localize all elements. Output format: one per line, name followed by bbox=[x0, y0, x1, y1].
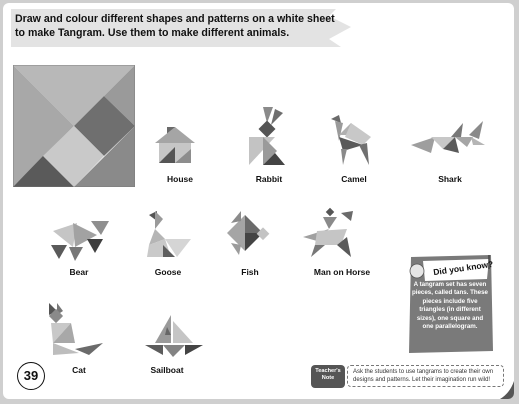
figure-label-goose: Goose bbox=[154, 267, 182, 277]
figure-label-cat: Cat bbox=[72, 365, 86, 375]
figure-label-sailboat: Sailboat bbox=[150, 365, 184, 375]
figure-label-rabbit: Rabbit bbox=[255, 174, 283, 184]
camel-figure bbox=[325, 113, 383, 167]
bear-figure bbox=[47, 217, 113, 263]
figure-label-man-on-horse: Man on Horse bbox=[313, 267, 371, 277]
sailboat-figure bbox=[145, 313, 205, 359]
figure-label-house: House bbox=[167, 174, 193, 184]
did-you-know-text: A tangram set has seven pieces, called tans. These pieces include five triangles (in different sizes), one square and one parallelogram. bbox=[411, 281, 488, 331]
house-figure bbox=[153, 123, 197, 165]
goose-figure bbox=[141, 209, 193, 261]
instruction-text: Draw and colour different shapes and patterns on a white sheet to make Tangram. Use them to make different animals. bbox=[15, 13, 335, 39]
rabbit-figure bbox=[245, 107, 295, 169]
figure-label-shark: Shark bbox=[438, 174, 462, 184]
figure-label-camel: Camel bbox=[341, 174, 367, 184]
page-corner-curl bbox=[500, 381, 514, 399]
page-number: 39 bbox=[17, 362, 45, 390]
shark-figure bbox=[411, 117, 487, 157]
teachers-note-badge: Teacher's Note bbox=[311, 365, 345, 388]
instruction-banner bbox=[11, 9, 351, 47]
worksheet-page bbox=[3, 3, 514, 399]
figure-label-bear: Bear bbox=[69, 267, 89, 277]
fish-figure bbox=[225, 209, 275, 257]
cat-figure bbox=[45, 301, 105, 359]
man-on-horse-figure bbox=[301, 207, 359, 259]
did-you-know-title: Did you know? bbox=[432, 258, 494, 278]
figure-label-fish: Fish bbox=[241, 267, 259, 277]
teachers-note-text: Ask the students to use tangrams to create their own designs and patterns. Let their imagination run wild! bbox=[353, 369, 494, 383]
tangram-square bbox=[13, 65, 135, 187]
